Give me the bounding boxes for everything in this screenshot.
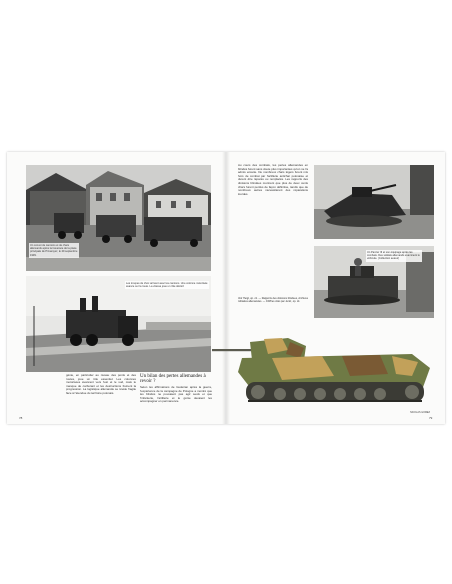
right-body-text: Au cours des combats, les pertes allemandes en blindés furent sans doute plus importantes qu'on ne l'a admis ensuite. De nombreux chars légers furent mis hors de combat par l'artillerie antichar polonaise et durent être réparés ou remplacés. Les rapports des divisions blindées montrent que plus de deux cents chars furent perdus de façon définitive, tandis que de nombreux autres nécessitèrent des réparations lourdes.: [238, 163, 308, 196]
page-number-left: 78: [19, 416, 23, 420]
photo-truck-caption: Les troupes de choc arrivent avec les camions. Une colonne motorisée avance sur la route. La vitesse joue un rôle décisif.: [126, 282, 208, 289]
photo-village-caption: Un convoi de camions et de chars allemands après la traversée de la place principale de Przasnysz, le 29 septembre 1939.: [30, 244, 78, 257]
illustration-credit: NICOLAS GOMEZ: [410, 411, 430, 414]
section-heading: Un bilan des pertes allemandes à revoir ?: [140, 374, 206, 385]
photo-destroyed-tank: [314, 165, 434, 239]
photo-truck-road: [26, 276, 211, 372]
tank-illustration: [212, 320, 436, 415]
page-number-right: 79: [429, 416, 433, 420]
left-body-col2: Selon les affirmations de Guderian après la guerre, l'expérience de la campagne de Pologne a montré que les blindés ne pouvaient pas agir seuls et que l'infanterie, l'artillerie et le génie devaient les accompagner en permanence.: [140, 385, 212, 404]
book-spread: [7, 152, 445, 424]
left-page: [7, 152, 226, 424]
photo-tank-crew-caption: Un Panzer III et son équipage après les combats. Des soldats allemands examinent le véhicule. (Collection auteur): [366, 250, 422, 262]
left-body-col1: génie, en particulier au niveau des ponts et des routes, joue un rôle essentiel. Les colonnes motorisées avancent vers l'est et le sud, mais le manque de carburant et les destructions freinent la progression. La logistique allemande se révèle fragile face à l'étendue du territoire polonais.: [66, 373, 136, 395]
right-footnotes: Voir Heigl, op. cit. — Rapports des divisions blindées, Archives militaires allemandes. — Chiffres cités par Jentz, op. cit.: [238, 297, 308, 303]
